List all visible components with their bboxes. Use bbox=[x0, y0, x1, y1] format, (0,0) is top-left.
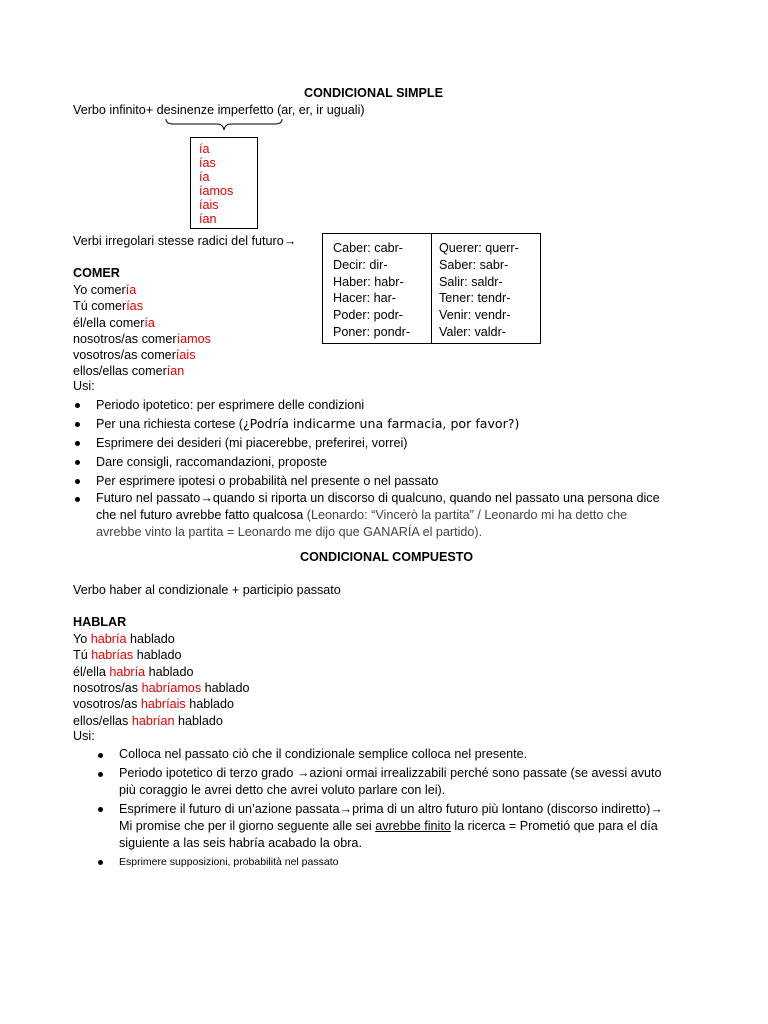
auxiliary: habría bbox=[90, 632, 127, 646]
pronoun: ellos/ellas comer bbox=[73, 364, 167, 378]
pronoun: nosotros/as comer bbox=[73, 332, 177, 346]
use-example: ¿Podría indicarme una farmacia, por favor?) bbox=[243, 416, 520, 431]
conjugation-row bbox=[73, 647, 182, 663]
use-text: la ricerca = Prometió que para el día bbox=[450, 819, 658, 833]
ending: ía bbox=[144, 316, 155, 330]
irregular-verb: Salir: saldr- bbox=[439, 274, 503, 289]
bullet-icon bbox=[98, 860, 103, 865]
use-item: Periodo ipotetico di terzo grado →azioni ormai irrealizzabili perché sono passate (se avessi avuto bbox=[119, 766, 662, 780]
pronoun: nosotros/as bbox=[73, 681, 142, 695]
table-divider bbox=[431, 234, 432, 343]
endings-box bbox=[190, 137, 258, 229]
ending: ían bbox=[166, 364, 185, 378]
participle: hablado bbox=[201, 681, 250, 695]
pronoun: Yo comer bbox=[73, 283, 126, 297]
irregular-verb: Hacer: har- bbox=[333, 291, 396, 306]
ending: ía bbox=[125, 283, 137, 297]
ending: ías bbox=[126, 299, 143, 313]
conjugation-row bbox=[73, 631, 175, 647]
irregular-verb: Tener: tendr- bbox=[439, 291, 511, 306]
irregular-verb: Decir: dir- bbox=[333, 257, 388, 272]
irregular-verb: Saber: sabr- bbox=[439, 257, 509, 272]
use-item: Esprimere il futuro di un’azione passata→prima di un altro futuro più lontano (discorso indiretto)→ bbox=[119, 802, 663, 816]
auxiliary: habría bbox=[109, 665, 146, 679]
conjugation-row bbox=[73, 696, 234, 712]
conjugation-row bbox=[73, 680, 249, 696]
use-item-continuation bbox=[119, 818, 658, 834]
conjugation-row bbox=[73, 331, 211, 347]
use-item: Dare consigli, raccomandazioni, proposte bbox=[96, 455, 328, 469]
auxiliary: habrían bbox=[131, 714, 175, 728]
irregular-verb: Venir: vendr- bbox=[439, 308, 511, 323]
irregular-verbs-table bbox=[322, 233, 541, 344]
bullet-icon bbox=[98, 807, 103, 812]
use-item-continuation bbox=[96, 507, 627, 523]
conjugation-row bbox=[73, 347, 196, 363]
use-example: (Leonardo: “Vincerò la partita” / Leonardo mi ha detto che bbox=[306, 508, 628, 522]
irregular-verb: Caber: cabr- bbox=[333, 241, 403, 255]
pronoun: vosotros/as comer bbox=[73, 348, 176, 362]
pronoun: él/ella bbox=[73, 665, 110, 679]
conjugation-row bbox=[73, 282, 136, 298]
bullet-icon bbox=[75, 460, 80, 465]
pronoun: vosotros/as bbox=[73, 697, 141, 711]
ending-item: ían bbox=[199, 212, 217, 226]
ending: íais bbox=[175, 348, 196, 362]
ending: íamos bbox=[176, 332, 211, 346]
irregular-intro: Verbi irregolari stesse radici del futuro→ bbox=[73, 234, 297, 248]
use-item: Esprimere supposizioni, probabilità nel passato bbox=[119, 856, 339, 868]
uses-label: Usi: bbox=[73, 729, 95, 743]
conjugation-row bbox=[73, 298, 143, 314]
participle: hablado bbox=[174, 714, 223, 728]
irregular-verb: Poner: pondr- bbox=[333, 324, 411, 339]
ending-item: ía bbox=[199, 170, 210, 184]
conjugation-row bbox=[73, 315, 155, 331]
participle: hablado bbox=[185, 697, 235, 711]
use-text: che nel futuro avrebbe fatto qualcosa bbox=[96, 508, 307, 522]
use-item bbox=[96, 416, 519, 432]
bullet-icon bbox=[75, 403, 80, 408]
auxiliary: habríamos bbox=[141, 681, 202, 695]
participle: hablado bbox=[133, 648, 182, 662]
bullet-icon bbox=[98, 772, 103, 777]
irregular-verb: Valer: valdr- bbox=[439, 324, 506, 339]
use-item-continuation: più coraggio le avrei detto che avrei voluto parlare con lei). bbox=[119, 783, 446, 797]
auxiliary: habríais bbox=[140, 697, 186, 711]
bullet-icon bbox=[75, 422, 80, 427]
conjugation-row bbox=[73, 363, 184, 379]
bullet-icon bbox=[98, 753, 103, 758]
verb-hablar: HABLAR bbox=[73, 615, 127, 629]
use-text-underlined: avrebbe finito bbox=[375, 819, 451, 833]
simple-formula: Verbo infinito+ desinenze imperfetto (ar, er, ir uguali) bbox=[73, 103, 365, 117]
compuesto-formula: Verbo haber al condizionale + participio passato bbox=[73, 583, 341, 597]
ending-item: ías bbox=[199, 156, 216, 170]
section-title-simple: CONDICIONAL SIMPLE bbox=[304, 86, 444, 100]
ending-item: ía bbox=[199, 142, 210, 156]
conjugation-row bbox=[73, 713, 223, 729]
use-item-continuation: siguiente a las seis habría acabado la obra. bbox=[119, 836, 362, 850]
ending-item: íamos bbox=[199, 184, 234, 198]
irregular-verb: Haber: habr- bbox=[333, 274, 404, 289]
ending-item: íais bbox=[199, 198, 219, 212]
bullet-icon bbox=[75, 497, 80, 502]
pronoun: ellos/ellas bbox=[73, 714, 132, 728]
use-item: Per esprimere ipotesi o probabilità nel presente o nel passato bbox=[96, 474, 439, 488]
use-text: Mi promise che per il giorno seguente alle sei bbox=[119, 819, 376, 833]
use-item: Colloca nel passato ciò che il condizionale semplice colloca nel presente. bbox=[119, 747, 528, 761]
pronoun: él/ella comer bbox=[73, 316, 145, 330]
use-item: Futuro nel passato→quando si riporta un discorso di qualcuno, quando nel passato una persona dice bbox=[96, 491, 660, 505]
uses-label: Usi: bbox=[73, 379, 95, 393]
irregular-verb: Poder: podr- bbox=[333, 308, 404, 323]
use-item: Periodo ipotetico: per esprimere delle condizioni bbox=[96, 398, 365, 412]
pronoun: Yo bbox=[73, 632, 91, 646]
conjugation-row bbox=[73, 664, 193, 680]
irregular-right-column bbox=[439, 240, 519, 341]
use-item-continuation: avrebbe vinto la partita = Leonardo me dijo que GANARÍA el partido). bbox=[96, 525, 483, 539]
use-text: Per una richiesta cortese ( bbox=[96, 417, 243, 431]
irregular-left-column bbox=[333, 240, 410, 341]
pronoun: Tú comer bbox=[73, 299, 127, 313]
bullet-icon bbox=[75, 441, 80, 446]
irregular-verb: Querer: querr- bbox=[439, 241, 519, 255]
verb-comer: COMER bbox=[73, 266, 120, 280]
participle: hablado bbox=[126, 632, 175, 646]
bullet-icon bbox=[75, 479, 80, 484]
pronoun: Tú bbox=[73, 648, 92, 662]
auxiliary: habrías bbox=[91, 648, 134, 662]
use-item: Esprimere dei desideri (mi piacerebbe, preferirei, vorrei) bbox=[96, 436, 408, 450]
section-title-compuesto: CONDICIONAL COMPUESTO bbox=[300, 550, 474, 564]
participle: hablado bbox=[145, 665, 194, 679]
brace-icon bbox=[165, 118, 285, 134]
